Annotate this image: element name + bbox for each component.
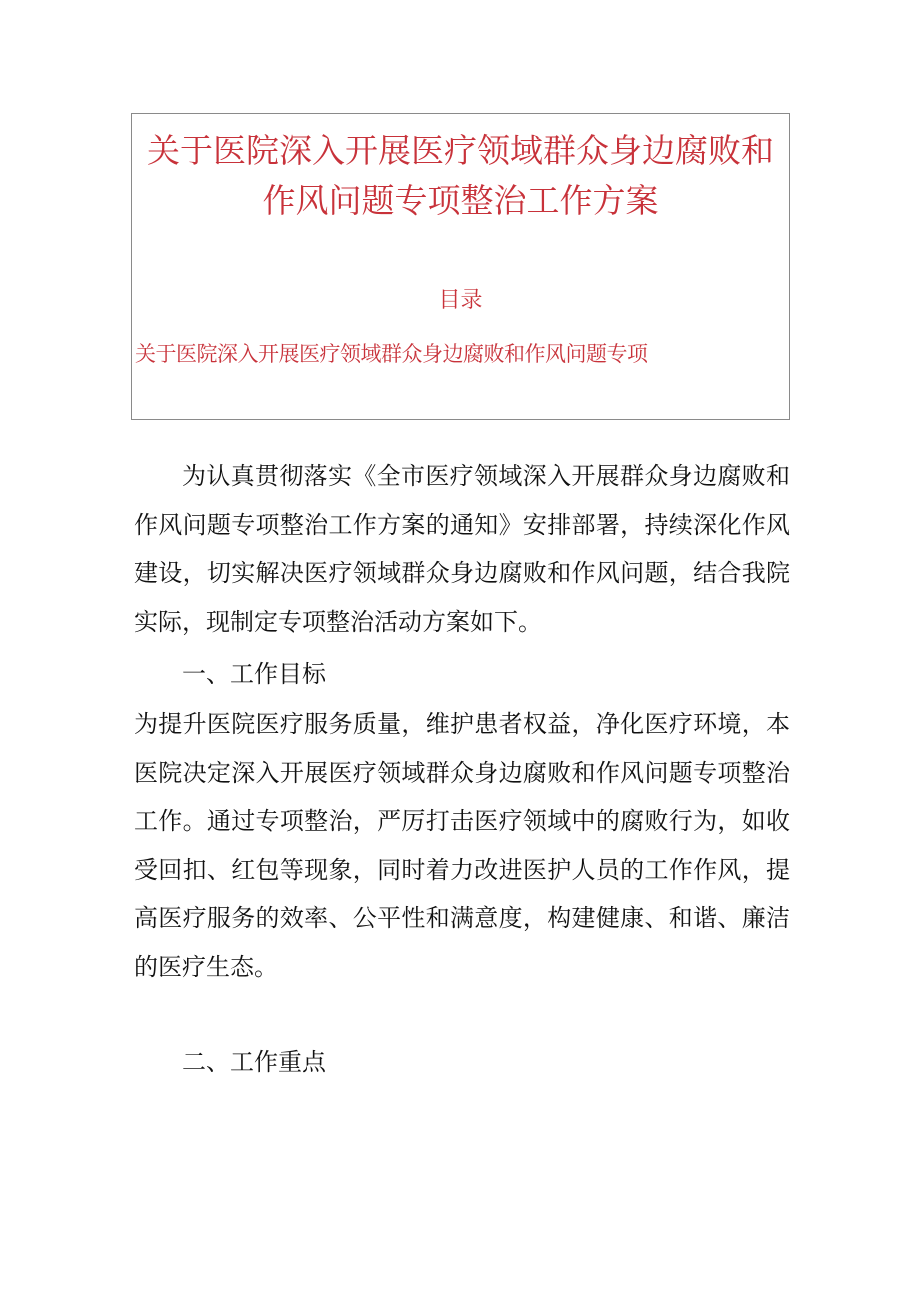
toc-heading: 目录 <box>438 288 483 313</box>
section-heading-goals: 一、工作目标 <box>182 660 326 688</box>
section-body-goals: 为提升医院医疗服务质量，维护患者权益，净化医疗环境，本医院决定深入开展医疗领域群众身边腐败和作风问题专项整治工作。通过专项整治，严厉打击医疗领域中的腐败行为，如收受回扣、红包等现象，同时着力改进医护人员的工作作风，提高医疗服务的效率、公平性和满意度，构建健康、和谐、廉洁的医疗生态。 <box>134 710 790 981</box>
section-heading-focus: 二、工作重点 <box>182 1048 326 1076</box>
document-title: 关于医院深入开展医疗领域群众身边腐败和作风问题专项整治工作方案 <box>147 131 774 220</box>
intro-paragraph: 为认真贯彻落实《全市医疗领域深入开展群众身边腐败和作风问题专项整治工作方案的通知》安排部署，持续深化作风建设，切实解决医疗领域群众身边腐败和作风问题，结合我院实际，现制定专项整治活动方案如下。 <box>134 462 790 636</box>
toc-entry[interactable]: 关于医院深入开展医疗领域群众身边腐败和作风问题专项 <box>135 342 648 366</box>
cover-box <box>131 113 790 420</box>
